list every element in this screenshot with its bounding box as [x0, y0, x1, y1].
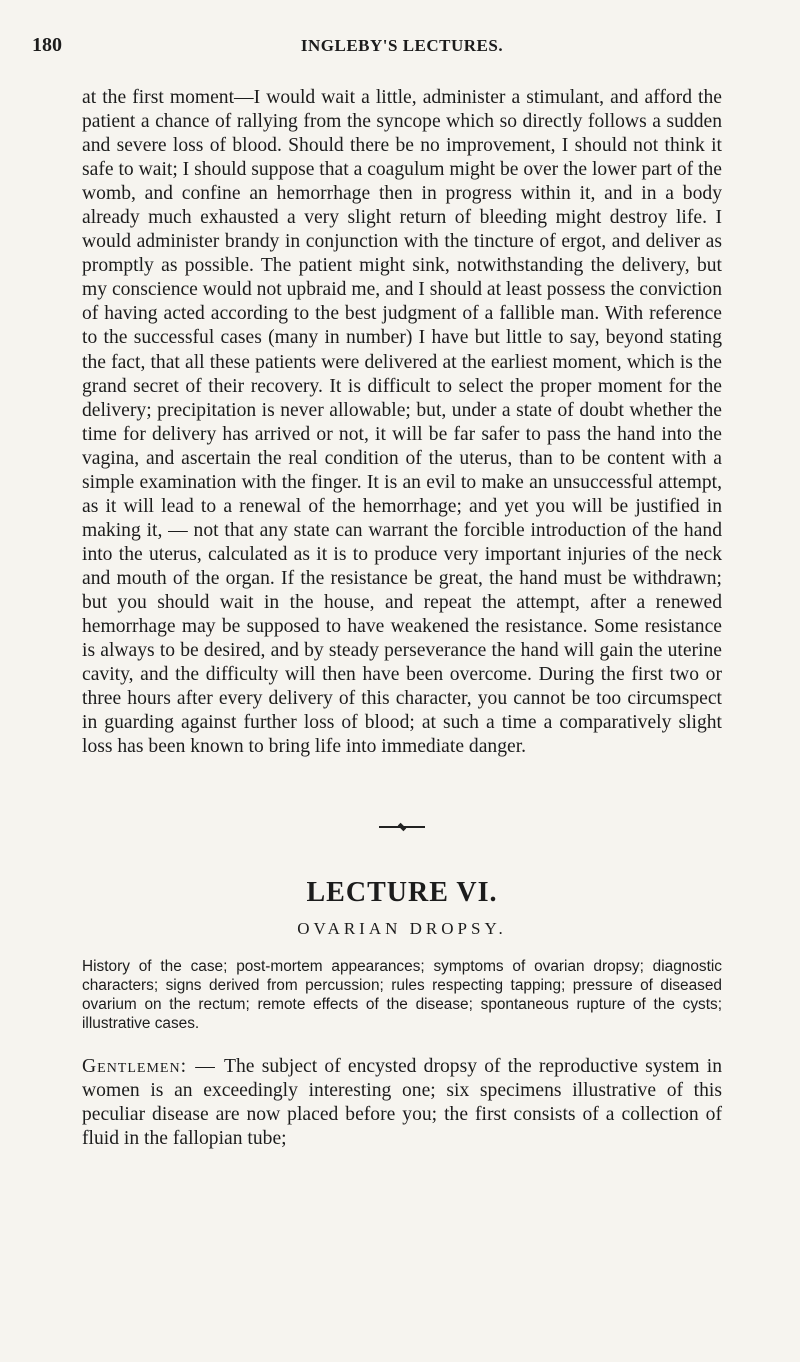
body-paragraph: at the first moment—I would wait a little, administer a stimulant, and afford the patient a chance of rallying from the syncope which so directly follows a sudden and severe loss of blood. Should there be no improvement, I should not think it safe to wait; I should suppose that a coagulum might be over the lower part of the womb, and confine an hemorrhage then in progress within it, and in a body already much exhausted a very slight return of bleeding might destroy life. I would administer brandy in conjunction with the tincture of ergot, and deliver as promptly as possible. The patient might sink, notwithstanding the delivery, but my conscience would not upbraid me, and I should at least possess the conviction of having acted according to the best judgment of a fallible man. With reference to the successful cases (many in number) I have but little to say, beyond stating the fact, that all these patients were delivered at the earliest moment, which is the grand secret of their recovery. It is difficult to select the proper moment for the delivery; precipitation is never allowable; but, under a state of doubt whether the time for delivery has arrived or not, it will be far safer to pass the hand into the vagina, and ascertain the real condition of the uterus, than to be content with a simple examination with the finger. It is an evil to make an unsuccessful attempt, as it will lead to a renewal of the hemorrhage; and yet you will be justified in making it, — not that any state can warrant the forcible introduction of the hand into the uterus, calculated as it is to produce very important injuries of the neck and mouth of the organ. If the resistance be great, the hand must be withdrawn; but you should wait in the house, and repeat the attempt, after a renewed hemorrhage may be supposed to have weakened the resistance. Some resistance is always to be desired, and by steady perseverance the hand will gain the uterine cavity, and the difficulty will then have been overcome. During the first two or three hours after every delivery of this character, you cannot be too circumspect in guarding against further loss of blood; at such a time a comparatively slight loss has been known to bring life into immediate danger. — [82, 87, 722, 758]
running-head: INGLEBY'S LECTURES. — [300, 36, 504, 55]
section-divider-ornament — [379, 821, 425, 833]
lecture-synopsis: History of the case; post-mortem appearances; symptoms of ovarian dropsy; diagnostic characters; signs derived from percussion; rules respecting tapping; pressure of diseased ovarium on the rectum; remote effects of the disease; spontaneous rupture of the cysts; illustrative cases. — [82, 958, 722, 1033]
page — [32, 34, 722, 1152]
salutation: Gentlemen: — — [82, 1056, 225, 1078]
page-header — [32, 34, 722, 64]
opening-text: The subject of encysted dropsy of the reproductive system in women is an exceedingly interesting one; six specimens illustrative of this peculiar disease are now placed before you; the first consists of a collection of fluid in the fallopian tube; — [82, 1056, 722, 1150]
divider-diamond-icon — [398, 823, 406, 831]
page-number: 180 — [32, 34, 62, 56]
lecture-title: LECTURE VI. — [306, 877, 498, 909]
lecture-opening-paragraph — [82, 1055, 722, 1151]
lecture-subtitle: OVARIAN DROPSY. — [297, 919, 507, 939]
